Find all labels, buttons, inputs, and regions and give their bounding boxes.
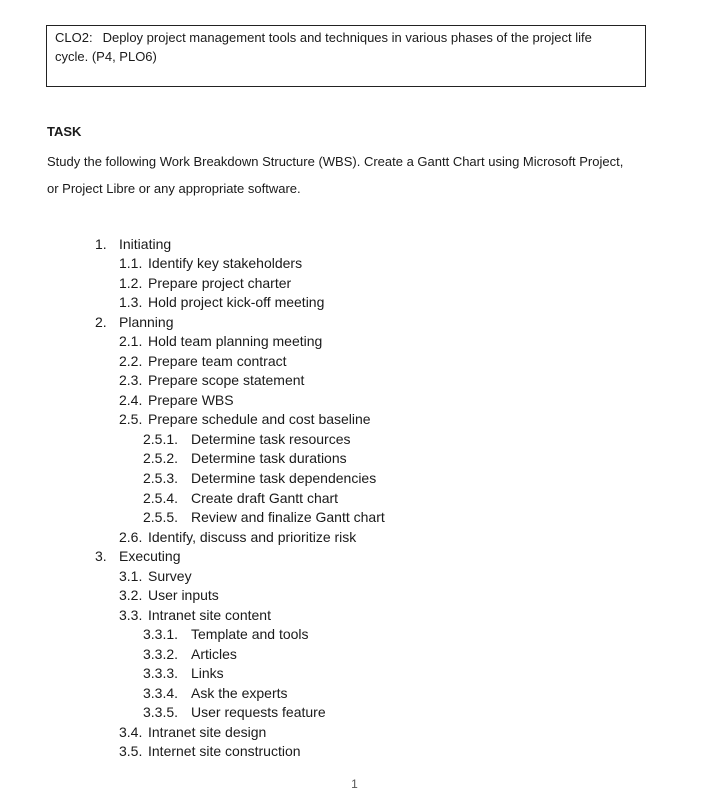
wbs-text: Determine task resources — [191, 431, 351, 447]
wbs-text: Create draft Gantt chart — [191, 490, 339, 506]
wbs-text: Determine task dependencies — [191, 470, 377, 486]
wbs-text: Review and finalize Gantt chart — [191, 509, 385, 525]
wbs-item — [143, 664, 224, 683]
wbs-number: 2.3. — [119, 372, 143, 388]
wbs-text: Template and tools — [191, 626, 309, 642]
wbs-item — [95, 235, 171, 254]
task-heading: TASK — [47, 124, 82, 139]
wbs-item — [119, 742, 301, 761]
wbs-text: Links — [191, 665, 224, 681]
wbs-text: Prepare team contract — [148, 353, 287, 369]
wbs-text: Prepare WBS — [148, 392, 234, 408]
wbs-text: Ask the experts — [191, 685, 288, 701]
wbs-number: 1. — [95, 236, 107, 252]
wbs-number: 3.5. — [119, 743, 143, 759]
wbs-text: Intranet site content — [148, 607, 271, 623]
clo-code: CLO2: — [55, 30, 93, 45]
wbs-item — [119, 332, 322, 351]
clo-box — [46, 25, 646, 87]
wbs-text: Identify, discuss and prioritize risk — [148, 529, 357, 545]
wbs-item — [119, 410, 371, 429]
wbs-item — [119, 567, 192, 586]
wbs-number: 2.5.1. — [143, 431, 179, 447]
wbs-item — [119, 586, 219, 605]
wbs-text: Prepare project charter — [148, 275, 292, 291]
wbs-number: 3.1. — [119, 568, 143, 584]
wbs-item — [119, 274, 291, 293]
wbs-text: Prepare schedule and cost baseline — [148, 411, 371, 427]
wbs-item — [143, 508, 385, 527]
wbs-number: 2.6. — [119, 529, 143, 545]
wbs-text: Determine task durations — [191, 450, 347, 466]
wbs-item — [143, 449, 347, 468]
wbs-number: 3.3.3. — [143, 665, 179, 681]
clo-line-2: cycle. (P4, PLO6) — [55, 49, 157, 64]
wbs-item — [95, 313, 174, 332]
wbs-item — [119, 606, 271, 625]
wbs-text: Intranet site design — [148, 724, 267, 740]
wbs-number: 2.5. — [119, 411, 143, 427]
clo-line-1 — [55, 28, 637, 47]
wbs-item — [119, 254, 302, 273]
wbs-number: 2.2. — [119, 353, 143, 369]
wbs-item — [119, 528, 356, 547]
wbs-text: Articles — [191, 646, 237, 662]
wbs-item — [119, 371, 304, 390]
wbs-number: 1.3. — [119, 294, 143, 310]
wbs-item — [143, 430, 351, 449]
wbs-item — [119, 293, 324, 312]
wbs-number: 2.5.3. — [143, 470, 179, 486]
wbs-text: User inputs — [148, 587, 219, 603]
wbs-number: 2. — [95, 314, 107, 330]
wbs-number: 3.3.4. — [143, 685, 179, 701]
wbs-text: Internet site construction — [148, 743, 301, 759]
wbs-number: 1.1. — [119, 255, 143, 271]
wbs-item — [95, 547, 180, 566]
wbs-text: Prepare scope statement — [148, 372, 305, 388]
wbs-number: 3.3.2. — [143, 646, 179, 662]
wbs-number: 1.2. — [119, 275, 143, 291]
wbs-number: 2.1. — [119, 333, 143, 349]
wbs-item — [143, 489, 338, 508]
wbs-item — [143, 625, 309, 644]
wbs-item — [143, 684, 288, 703]
wbs-text: User requests feature — [191, 704, 326, 720]
wbs-item — [119, 391, 234, 410]
wbs-text: Identify key stakeholders — [148, 255, 303, 271]
wbs-text: Planning — [119, 314, 174, 330]
wbs-item — [143, 645, 237, 664]
wbs-number: 3.3.1. — [143, 626, 179, 642]
wbs-item — [119, 723, 266, 742]
wbs-number: 3.4. — [119, 724, 143, 740]
wbs-number: 2.5.4. — [143, 490, 179, 506]
wbs-item — [143, 469, 376, 488]
task-instruction-line-2: or Project Libre or any appropriate software. — [47, 181, 301, 196]
wbs-text: Survey — [148, 568, 192, 584]
task-instruction-line-1: Study the following Work Breakdown Structure (WBS). Create a Gantt Chart using Microsoft Project, — [47, 154, 624, 169]
wbs-item — [143, 703, 326, 722]
wbs-text: Initiating — [119, 236, 172, 252]
wbs-item — [119, 352, 287, 371]
wbs-number: 2.4. — [119, 392, 143, 408]
wbs-number: 2.5.5. — [143, 509, 179, 525]
wbs-number: 3.2. — [119, 587, 143, 603]
wbs-number: 3.3. — [119, 607, 143, 623]
page-number: 1 — [351, 777, 358, 791]
wbs-number: 3. — [95, 548, 107, 564]
wbs-text: Executing — [119, 548, 181, 564]
wbs-text: Hold project kick-off meeting — [148, 294, 325, 310]
wbs-text: Hold team planning meeting — [148, 333, 323, 349]
clo-text: Deploy project management tools and techniques in various phases of the project life — [102, 30, 592, 45]
wbs-number: 2.5.2. — [143, 450, 179, 466]
wbs-number: 3.3.5. — [143, 704, 179, 720]
